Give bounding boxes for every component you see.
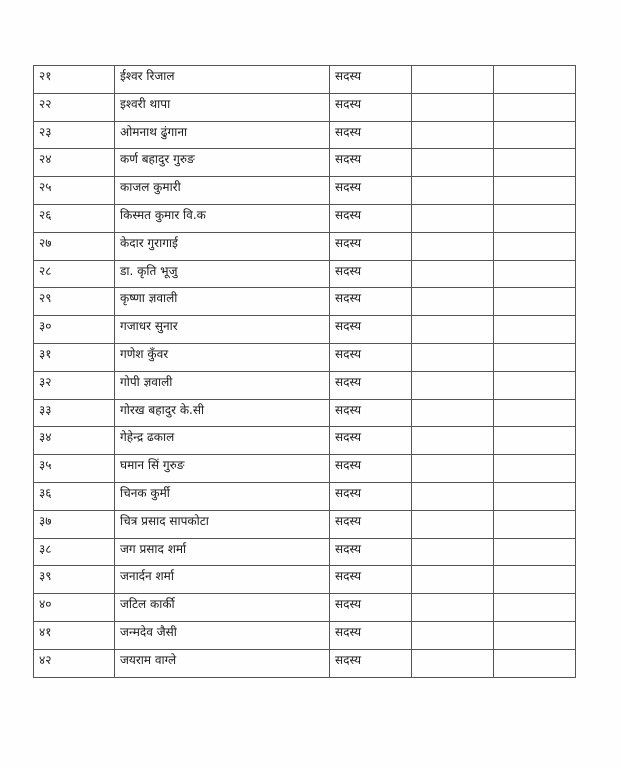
member-name-cell: किस्मत कुमार वि.क bbox=[115, 204, 330, 232]
member-role-cell: सदस्य bbox=[330, 288, 412, 316]
empty-cell bbox=[494, 93, 576, 121]
serial-number-cell: ३३ bbox=[34, 399, 115, 427]
member-role-cell: सदस्य bbox=[330, 204, 412, 232]
empty-cell bbox=[412, 566, 494, 594]
empty-cell bbox=[494, 316, 576, 344]
table-row bbox=[34, 343, 576, 371]
member-table-body bbox=[34, 66, 576, 678]
table-row bbox=[34, 204, 576, 232]
member-name-cell: जयराम वाग्ले bbox=[115, 649, 330, 677]
member-role-cell: सदस्य bbox=[330, 260, 412, 288]
member-name-cell: गोरख बहादुर के.सी bbox=[115, 399, 330, 427]
member-name-cell: जन्मदेव जैसी bbox=[115, 621, 330, 649]
member-role-cell: सदस्य bbox=[330, 427, 412, 455]
table-row bbox=[34, 177, 576, 205]
empty-cell bbox=[494, 66, 576, 94]
serial-number-cell: २६ bbox=[34, 204, 115, 232]
member-name-cell: गोपी ज्ञवाली bbox=[115, 371, 330, 399]
table-row bbox=[34, 621, 576, 649]
table-row bbox=[34, 149, 576, 177]
member-role-cell: सदस्य bbox=[330, 399, 412, 427]
empty-cell bbox=[494, 121, 576, 149]
member-role-cell: सदस्य bbox=[330, 121, 412, 149]
member-role-cell: सदस्य bbox=[330, 649, 412, 677]
serial-number-cell: ३६ bbox=[34, 482, 115, 510]
member-role-cell: सदस्य bbox=[330, 538, 412, 566]
table-row bbox=[34, 594, 576, 622]
member-role-cell: सदस्य bbox=[330, 482, 412, 510]
member-role-cell: सदस्य bbox=[330, 510, 412, 538]
empty-cell bbox=[494, 204, 576, 232]
table-row bbox=[34, 399, 576, 427]
serial-number-cell: ३४ bbox=[34, 427, 115, 455]
member-name-cell: इश्वरी थापा bbox=[115, 93, 330, 121]
empty-cell bbox=[494, 232, 576, 260]
empty-cell bbox=[412, 594, 494, 622]
empty-cell bbox=[494, 427, 576, 455]
member-role-cell: सदस्य bbox=[330, 149, 412, 177]
member-name-cell: घमान सिं गुरुङ bbox=[115, 455, 330, 483]
table-row bbox=[34, 538, 576, 566]
empty-cell bbox=[494, 594, 576, 622]
empty-cell bbox=[494, 538, 576, 566]
serial-number-cell: ३२ bbox=[34, 371, 115, 399]
empty-cell bbox=[412, 649, 494, 677]
empty-cell bbox=[412, 538, 494, 566]
member-role-cell: सदस्य bbox=[330, 232, 412, 260]
empty-cell bbox=[412, 399, 494, 427]
table-row bbox=[34, 566, 576, 594]
empty-cell bbox=[494, 149, 576, 177]
member-name-cell: चित्र प्रसाद सापकोटा bbox=[115, 510, 330, 538]
table-row bbox=[34, 649, 576, 677]
serial-number-cell: २८ bbox=[34, 260, 115, 288]
serial-number-cell: २४ bbox=[34, 149, 115, 177]
table-row bbox=[34, 288, 576, 316]
empty-cell bbox=[494, 288, 576, 316]
empty-cell bbox=[494, 177, 576, 205]
member-role-cell: सदस्य bbox=[330, 93, 412, 121]
table-row bbox=[34, 316, 576, 344]
empty-cell bbox=[494, 260, 576, 288]
member-name-cell: चिनक कुर्मी bbox=[115, 482, 330, 510]
member-name-cell: काजल कुमारी bbox=[115, 177, 330, 205]
empty-cell bbox=[494, 343, 576, 371]
member-role-cell: सदस्य bbox=[330, 621, 412, 649]
member-role-cell: सदस्य bbox=[330, 177, 412, 205]
member-role-cell: सदस्य bbox=[330, 66, 412, 94]
serial-number-cell: ३९ bbox=[34, 566, 115, 594]
table-row bbox=[34, 371, 576, 399]
empty-cell bbox=[412, 316, 494, 344]
empty-cell bbox=[494, 371, 576, 399]
empty-cell bbox=[494, 399, 576, 427]
table-row bbox=[34, 260, 576, 288]
member-name-cell: डा. कृति भूजु bbox=[115, 260, 330, 288]
empty-cell bbox=[494, 649, 576, 677]
serial-number-cell: ३१ bbox=[34, 343, 115, 371]
empty-cell bbox=[412, 482, 494, 510]
member-name-cell: ईश्वर रिजाल bbox=[115, 66, 330, 94]
empty-cell bbox=[412, 427, 494, 455]
empty-cell bbox=[412, 455, 494, 483]
table-row bbox=[34, 93, 576, 121]
table-row bbox=[34, 232, 576, 260]
empty-cell bbox=[412, 260, 494, 288]
member-name-cell: ओमनाथ ढुंगाना bbox=[115, 121, 330, 149]
member-name-cell: जटिल कार्की bbox=[115, 594, 330, 622]
table-row bbox=[34, 427, 576, 455]
empty-cell bbox=[412, 204, 494, 232]
serial-number-cell: २५ bbox=[34, 177, 115, 205]
serial-number-cell: ३५ bbox=[34, 455, 115, 483]
serial-number-cell: ४० bbox=[34, 594, 115, 622]
empty-cell bbox=[412, 371, 494, 399]
empty-cell bbox=[494, 510, 576, 538]
member-name-cell: कृष्णा ज्ञवाली bbox=[115, 288, 330, 316]
empty-cell bbox=[412, 288, 494, 316]
member-name-cell: जनार्दन शर्मा bbox=[115, 566, 330, 594]
empty-cell bbox=[412, 149, 494, 177]
member-role-cell: सदस्य bbox=[330, 371, 412, 399]
serial-number-cell: २२ bbox=[34, 93, 115, 121]
serial-number-cell: २१ bbox=[34, 66, 115, 94]
empty-cell bbox=[494, 455, 576, 483]
serial-number-cell: २९ bbox=[34, 288, 115, 316]
member-role-cell: सदस्य bbox=[330, 316, 412, 344]
serial-number-cell: २३ bbox=[34, 121, 115, 149]
empty-cell bbox=[412, 510, 494, 538]
member-role-cell: सदस्य bbox=[330, 343, 412, 371]
member-name-cell: केदार गुरागाई bbox=[115, 232, 330, 260]
empty-cell bbox=[494, 566, 576, 594]
member-name-cell: गजाधर सुनार bbox=[115, 316, 330, 344]
empty-cell bbox=[412, 177, 494, 205]
table-row bbox=[34, 510, 576, 538]
empty-cell bbox=[412, 232, 494, 260]
member-role-cell: सदस्य bbox=[330, 566, 412, 594]
empty-cell bbox=[494, 621, 576, 649]
table-row bbox=[34, 121, 576, 149]
empty-cell bbox=[412, 121, 494, 149]
member-name-cell: गणेश कुँवर bbox=[115, 343, 330, 371]
table-row bbox=[34, 482, 576, 510]
empty-cell bbox=[412, 66, 494, 94]
serial-number-cell: २७ bbox=[34, 232, 115, 260]
serial-number-cell: ३८ bbox=[34, 538, 115, 566]
member-name-cell: गेहेन्द्र ढकाल bbox=[115, 427, 330, 455]
member-table bbox=[33, 65, 576, 678]
empty-cell bbox=[412, 93, 494, 121]
serial-number-cell: ३० bbox=[34, 316, 115, 344]
table-row bbox=[34, 66, 576, 94]
table-row bbox=[34, 455, 576, 483]
member-role-cell: सदस्य bbox=[330, 455, 412, 483]
empty-cell bbox=[412, 343, 494, 371]
member-name-cell: जग प्रसाद शर्मा bbox=[115, 538, 330, 566]
serial-number-cell: ४१ bbox=[34, 621, 115, 649]
member-name-cell: कर्ण बहादुर गुरुङ bbox=[115, 149, 330, 177]
empty-cell bbox=[412, 621, 494, 649]
serial-number-cell: ३७ bbox=[34, 510, 115, 538]
serial-number-cell: ४२ bbox=[34, 649, 115, 677]
member-role-cell: सदस्य bbox=[330, 594, 412, 622]
empty-cell bbox=[494, 482, 576, 510]
